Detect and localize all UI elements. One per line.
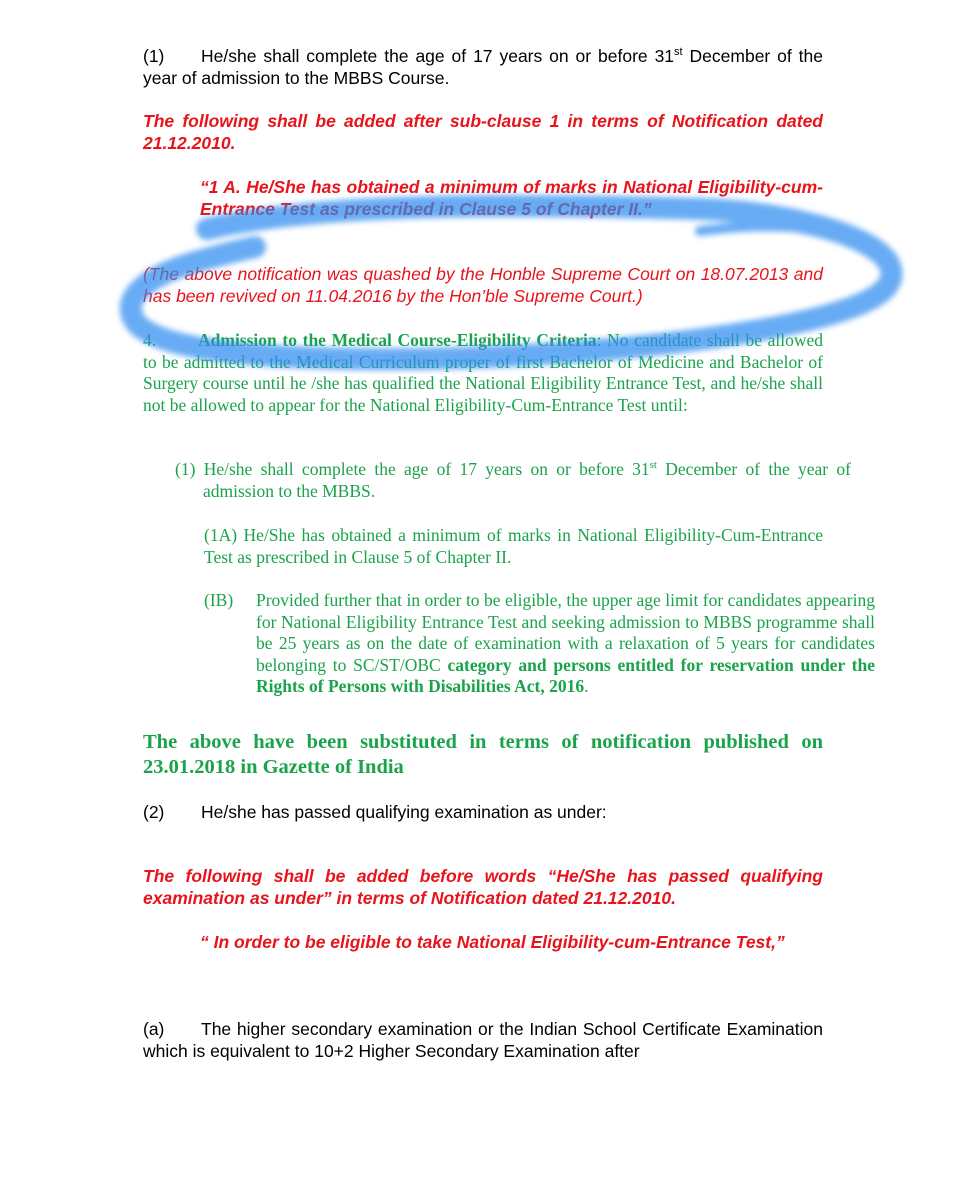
- clause-a: (a) The higher secondary examination or the Indian School Certificate Examination which is equivalent to 10+2 Higher Secondary Examination after: [143, 1019, 823, 1061]
- section-number: 4.: [143, 330, 157, 350]
- green-clause-ib: (IB) Provided further that in order to be eligible, the upper age limit for candidates appearing for National Eligibility Entrance Test and seeking admission to MBBS programme shall be 25 years as on the date of examination with a relaxation of 5 years for candidates belonging to SC/ST/OBC category and persons entitled for reservation under the Rights of Persons with Disabilities Act, 2016.: [204, 590, 875, 696]
- quashed-note: (The above notification was quashed by the Honble Supreme Court on 18.07.2013 and has been revived on 11.04.2016 by the Hon’ble Supreme Court.): [143, 264, 823, 306]
- green-clause-1: (1) He/she shall complete the age of 17 years on or before 31st December of the year of admission to the MBBS.: [175, 459, 851, 501]
- amendment-note-2: The following shall be added before words “He/She has passed qualifying examination as under” in terms of Notification dated 21.12.2010.: [143, 866, 823, 908]
- clause-label: (IB): [204, 590, 234, 610]
- clause-number: (a): [143, 1019, 165, 1039]
- clause-number: (1): [143, 46, 165, 66]
- clause-2: (2) He/she has passed qualifying examination as under:: [143, 802, 607, 822]
- clause-1: (1) He/she shall complete the age of 17 years on or before 31st December of the year of admission to the MBBS Course.: [143, 46, 824, 88]
- neet-quote: “ In order to be eligible to take National Eligibility-cum-Entrance Test,”: [200, 932, 785, 952]
- section-heading: Admission to the Medical Course-Eligibility Criteria: [198, 330, 597, 350]
- clause-1a: “1 A. He/She has obtained a minimum of marks in National Eligibility-cum-Entrance Test as prescribed in Clause 5 of Chapter II.”: [200, 177, 823, 219]
- clause-number: (2): [143, 802, 165, 822]
- amendment-note-1: The following shall be added after sub-clause 1 in terms of Notification dated 21.12.2010.: [143, 111, 823, 153]
- substituted-note: The above have been substituted in terms of notification published on 23.01.2018 in Gazette of India: [143, 731, 823, 778]
- section-4: 4. Admission to the Medical Course-Eligibility Criteria: No candidate shall be allowed to be admitted to the Medical Curriculum proper of first Bachelor of Medicine and Bachelor of Surgery course until he /she has qualified the National Eligibility Entrance Test, and he/she shall not be allowed to appear for the National Eligibility-Cum-Entrance Test until:: [143, 330, 823, 415]
- green-clause-1a: (1A) He/She has obtained a minimum of marks in National Eligibility-Cum-Entrance Test as prescribed in Clause 5 of Chapter II.: [204, 525, 823, 567]
